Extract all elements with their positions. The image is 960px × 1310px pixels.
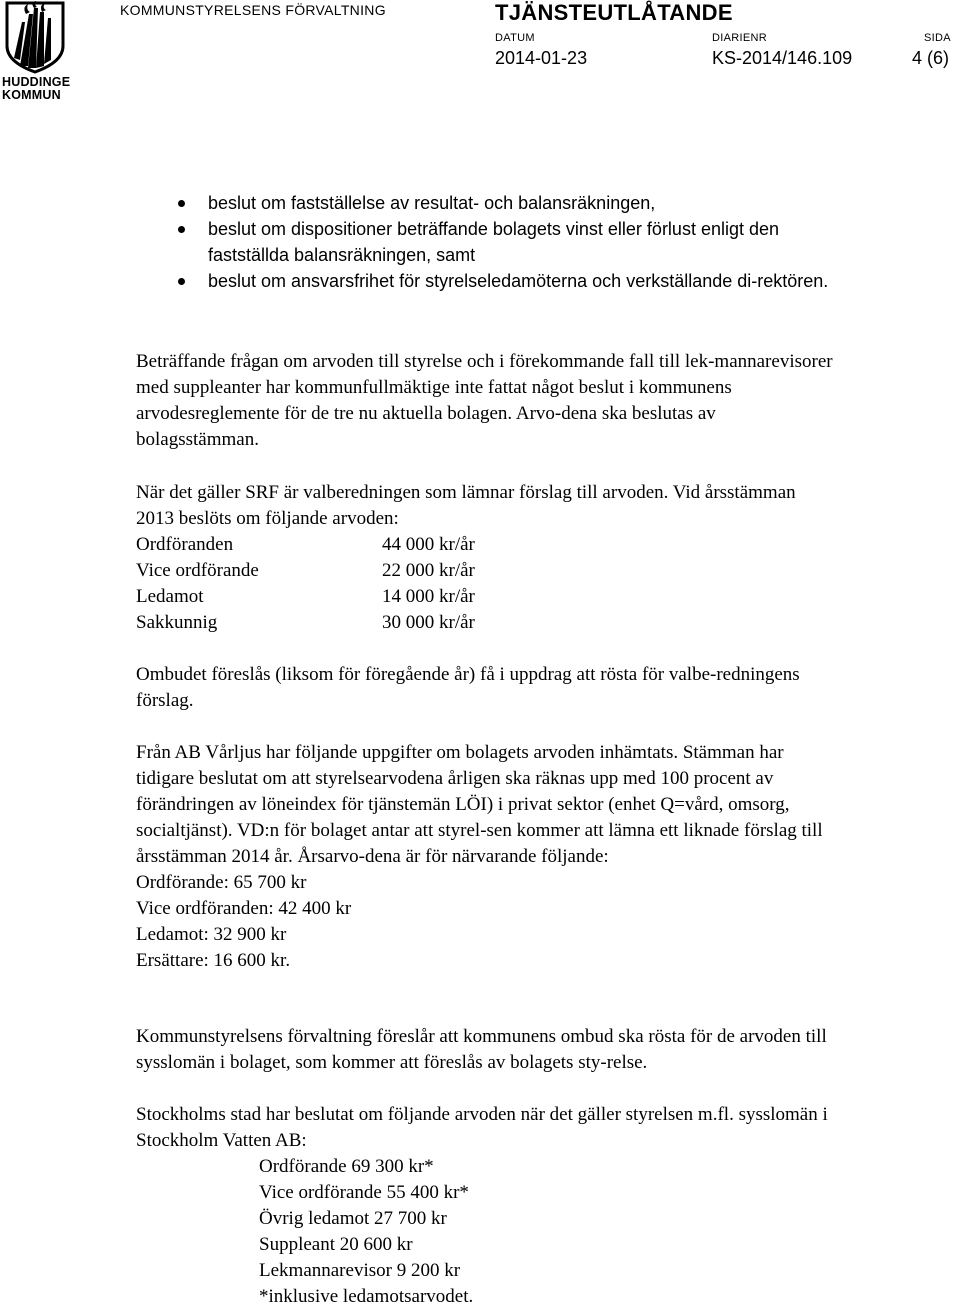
logo-line-1: HUDDINGE xyxy=(2,75,71,89)
table-row: Vice ordförande 22 000 kr/år xyxy=(136,560,475,581)
paragraph-stockholm: Stockholms stad har beslutat om följande arvoden när det gäller styrelsen m.fl. sysslomän i Stockholm Vatten AB: xyxy=(136,1104,828,1151)
list-item: beslut om dispositioner beträffande bolagets vinst eller förlust enligt den fastställda balansräkningen, samt xyxy=(178,216,838,268)
table-row: Ledamot 14 000 kr/år xyxy=(136,586,475,607)
list-item: Ledamot: 32 900 kr xyxy=(136,924,287,945)
page-number: 4 (6) xyxy=(912,48,950,68)
paragraph-varljus: Från AB Vårljus har följande uppgifter om bolagets arvoden inhämtats. Stämman har tidigare beslutat om att styrelsearvodena årligen ska räknas upp med 100 procent av förändringen av löneindex för tjänstemän LÖI) i privat sektor (enhet Q=vård, omsorg, socialtjänst). VD:n för bolaget antar att styrel-sen kommer att lämna ett liknade förslag till årsstämman 2014 år. Årsarvo-dena är för närvarande följande: Ordförande: 65 700 kr Vice ordföranden: 42 400 kr Ledamot: 32 900 kr Ersättare: 16 600 kr. xyxy=(136,740,836,974)
list-item: Vice ordföranden: 42 400 kr xyxy=(136,898,352,919)
page-label: SIDA xyxy=(924,32,951,44)
municipality-logo xyxy=(0,0,72,108)
bullet-icon xyxy=(178,226,185,233)
paragraph-proxy-vote: Ombudet föreslås (liksom för föregående år) få i uppdrag att rösta för valbe-redningens förslag. xyxy=(136,664,800,711)
huddinge-crest-icon xyxy=(4,0,66,74)
list-item: Vice ordförande 55 400 kr* xyxy=(259,1182,469,1203)
registry-number-label: DIARIENR xyxy=(712,32,767,44)
list-item: Ersättare: 16 600 kr. xyxy=(136,950,291,971)
list-item: Ordförande: 65 700 kr xyxy=(136,872,307,893)
list-item: Lekmannarevisor 9 200 kr xyxy=(259,1260,461,1281)
list-item: Ordförande 69 300 kr* xyxy=(259,1156,434,1177)
decision-list xyxy=(178,190,838,294)
paragraph-fees-board: Beträffande frågan om arvoden till styrelse och i förekommande fall till lek-mannarevisorer med suppleanter har kommunfullmäktige inte fattat något beslut i kommunens arvodesreglemente för de tre nu aktuella bolagen. Arvo-dena ska beslutas av bolagsstämman. xyxy=(136,351,833,450)
paragraph-srf: När det gäller SRF är valberedningen som lämnar förslag till arvoden. Vid årsstämman 2013 beslöts om följande arvoden: Ordföranden 44 000 kr/år Vice ordförande 22 000 kr/år Ledamot 14 000 kr/år Sakkunnig 30 000 kr/år xyxy=(136,480,836,636)
organization-name: KOMMUNSTYRELSENS FÖRVALTNING xyxy=(120,2,386,18)
date-value: 2014-01-23 xyxy=(495,48,588,68)
paragraph-administration-proposal: Kommunstyrelsens förvaltning föreslår att kommunens ombud ska rösta för de arvoden till sysslomän i bolaget, som kommer att föreslås av bolagets sty-relse. xyxy=(136,1026,827,1073)
list-item: Övrig ledamot 27 700 kr xyxy=(259,1208,447,1229)
document-type: TJÄNSTEUTLÅTANDE xyxy=(495,0,733,25)
list-item: Suppleant 20 600 kr xyxy=(259,1234,413,1255)
logo-line-2: KOMMUN xyxy=(2,88,61,102)
table-row: Ordföranden 44 000 kr/år xyxy=(136,534,475,555)
date-label: DATUM xyxy=(495,32,535,44)
bullet-icon xyxy=(178,278,185,285)
bullet-icon xyxy=(178,200,185,207)
list-item: beslut om fastställelse av resultat- och balansräkningen, xyxy=(178,190,838,216)
srf-fee-table xyxy=(136,532,836,636)
list-item: beslut om ansvarsfrihet för styrelseledamöterna och verkställande di-rektören. xyxy=(178,268,838,294)
stockholm-fee-list xyxy=(259,1154,759,1310)
footnote: *inklusive ledamotsarvodet. xyxy=(259,1286,474,1307)
registry-number-value: KS-2014/146.109 xyxy=(712,48,853,68)
table-row: Sakkunnig 30 000 kr/år xyxy=(136,612,475,633)
